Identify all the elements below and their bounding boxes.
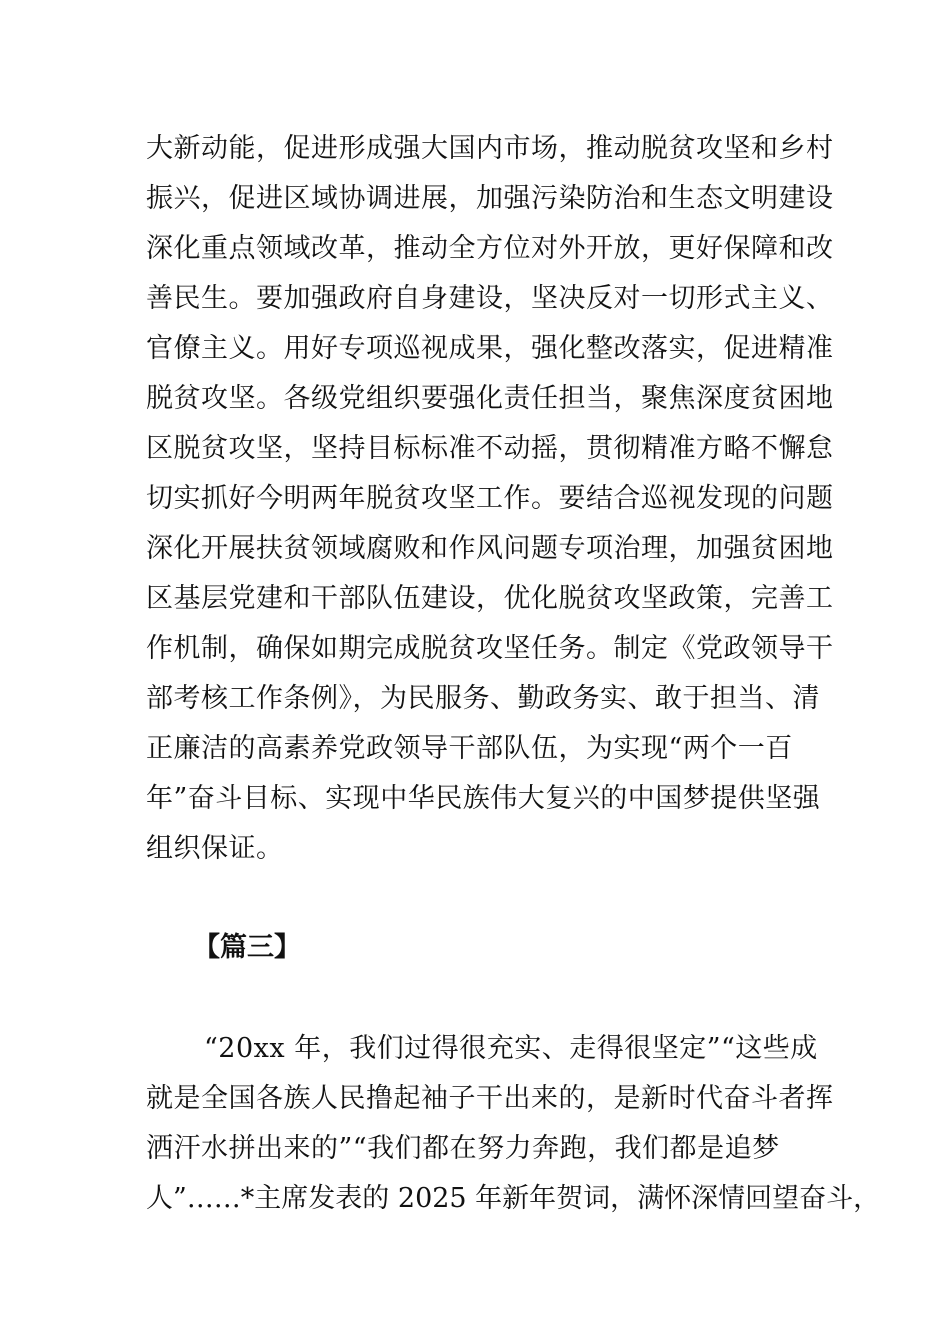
text-line: 区基层党建和干部队伍建设，优化脱贫攻坚政策，完善工: [146, 583, 834, 614]
text-line: 组织保证。: [146, 833, 284, 864]
text-line: 深化开展扶贫领域腐败和作风问题专项治理，加强贫困地: [146, 533, 834, 564]
text-line: 部考核工作条例》，为民服务、勤政务实、敢于担当、清: [146, 683, 820, 714]
text-line: 就是全国各族人民撸起袖子干出来的，是新时代奋斗者挥: [146, 1083, 834, 1114]
text-line: 区脱贫攻坚，坚持目标标准不动摇，贯彻精准方略不懈怠: [146, 433, 834, 464]
text-line: 洒汗水拼出来的”“我们都在努力奔跑，我们都是追梦: [146, 1133, 780, 1164]
text-line: 正廉洁的高素养党政领导干部队伍，为实现“两个一百: [146, 733, 793, 764]
text-line: 深化重点领域改革，推动全方位对外开放，更好保障和改: [146, 233, 834, 264]
text-line: 作机制，确保如期完成脱贫攻坚任务。制定《党政领导干: [146, 633, 834, 664]
text-line: 振兴，促进区域协调进展，加强污染防治和生态文明建设: [146, 183, 834, 214]
text-line: 年”奋斗目标、实现中华民族伟大复兴的中国梦提供坚强: [146, 783, 821, 814]
text-line: 切实抓好今明两年脱贫攻坚工作。要结合巡视发现的问题: [146, 483, 834, 514]
section-heading: 【篇三】: [193, 932, 301, 963]
text-line: “20xx 年，我们过得很充实、走得很坚定”“这些成: [204, 1033, 818, 1064]
text-line: 官僚主义。用好专项巡视成果，强化整改落实，促进精准: [146, 333, 834, 364]
text-line: 大新动能，促进形成强大国内市场，推动脱贫攻坚和乡村: [146, 133, 834, 164]
text-line: 脱贫攻坚。各级党组织要强化责任担当，聚焦深度贫困地: [146, 383, 834, 414]
text-line: 善民生。要加强政府自身建设，坚决反对一切形式主义、: [146, 283, 834, 314]
text-line: 人”……*主席发表的 2025 年新年贺词，满怀深情回望奋斗，: [146, 1183, 881, 1214]
